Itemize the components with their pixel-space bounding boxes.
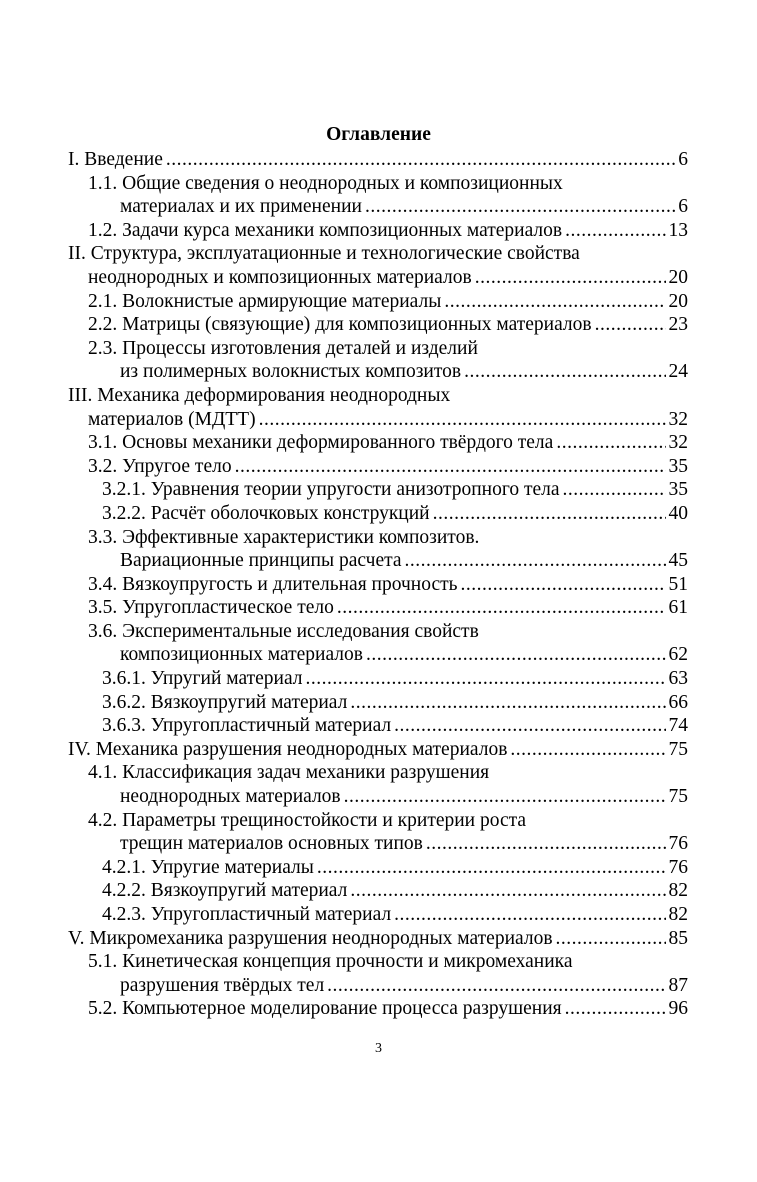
toc-entry-page: 45 — [668, 550, 688, 572]
dot-leader — [365, 195, 675, 219]
toc-entry-page: 51 — [668, 573, 688, 595]
toc-entry-title: 2.3. Процессы изготовления деталей и изделий — [88, 337, 478, 359]
toc-entry[interactable] — [68, 997, 688, 1021]
toc-entry[interactable] — [68, 950, 688, 997]
toc-entry-page: 23 — [668, 314, 688, 336]
toc-entry[interactable] — [68, 879, 688, 903]
toc-entry[interactable] — [68, 290, 688, 314]
toc-entry-title: материалов (МДТТ) — [88, 408, 256, 430]
dot-leader — [350, 879, 665, 903]
toc-entry-title: IV. Механика разрушения неоднородных материалов — [68, 738, 508, 760]
toc-entry-title: 3.3. Эффективные характеристики композитов. — [88, 526, 480, 548]
toc-entry[interactable] — [68, 903, 688, 927]
toc-entry[interactable] — [68, 431, 688, 455]
toc-entry-page: 74 — [668, 715, 688, 737]
toc-entry[interactable] — [68, 502, 688, 526]
toc-entry-title: 4.2. Параметры трещиностойкости и критерии роста — [88, 809, 527, 831]
toc-entry[interactable] — [68, 927, 688, 951]
toc-entry-page: 20 — [668, 290, 688, 312]
dot-leader — [464, 360, 665, 384]
toc-entry[interactable] — [68, 620, 688, 667]
dot-leader — [444, 290, 665, 314]
toc-entry-title: 3.2.2. Расчёт оболочковых конструкций — [102, 502, 430, 524]
toc-entry[interactable] — [68, 337, 688, 384]
toc-entry-page: 82 — [668, 880, 688, 902]
toc-entry-page: 76 — [668, 833, 688, 855]
toc-entry-page: 20 — [668, 266, 688, 288]
dot-leader — [405, 549, 666, 573]
toc-entry-page: 6 — [678, 149, 688, 170]
dot-leader — [563, 478, 666, 502]
toc-entry[interactable] — [68, 384, 688, 431]
toc-entry-title: трещин материалов основных типов — [120, 833, 423, 855]
toc-entry[interactable] — [68, 313, 688, 337]
dot-leader — [366, 643, 666, 667]
toc-entry-page: 63 — [668, 668, 688, 690]
dot-leader — [166, 148, 675, 172]
toc-entry-title: неоднородных и композиционных материалов — [88, 266, 472, 288]
toc-entry-title: 3.6.3. Упругопластичный материал — [102, 715, 392, 737]
toc-entry-title: 1.1. Общие сведения о неоднородных и композиционных — [88, 172, 563, 194]
toc-entry-page: 87 — [668, 974, 688, 996]
toc-entry-title: из полимерных волокнистых композитов — [120, 361, 462, 383]
toc-entry-title: 1.2. Задачи курса механики композиционных материалов — [88, 219, 563, 241]
toc-entry-title: 5.2. Компьютерное моделирование процесса разрушения — [88, 998, 562, 1020]
toc-entry-title: композиционных материалов — [120, 644, 363, 666]
dot-leader — [556, 927, 666, 951]
toc-entry-page: 96 — [668, 998, 688, 1020]
toc-entry-title: 3.1. Основы механики деформированного твёрдого тела — [88, 432, 554, 454]
toc-entry-page: 24 — [668, 361, 688, 383]
toc-entry-page: 6 — [678, 196, 688, 218]
toc-entry[interactable] — [68, 761, 688, 808]
dot-leader — [461, 573, 666, 597]
toc-entry-title: 4.2.3. Упругопластичный материал — [102, 904, 392, 925]
toc-entry-page: 13 — [668, 219, 688, 241]
dot-leader — [556, 431, 665, 455]
toc-entry-page: 85 — [668, 927, 688, 949]
dot-leader — [317, 856, 666, 880]
toc-entry-title: материалах и их применении — [120, 196, 362, 218]
toc-entry[interactable] — [68, 242, 688, 289]
toc-entry[interactable] — [68, 714, 688, 738]
toc-entry-title: 3.6. Экспериментальные исследования свойств — [88, 620, 479, 642]
toc-entry-page: 32 — [668, 432, 688, 454]
toc-entry-page: 76 — [668, 856, 688, 878]
toc-entry[interactable] — [68, 596, 688, 620]
toc-entry[interactable] — [68, 219, 688, 243]
toc-entry-title: III. Механика деформирования неоднородных — [68, 384, 451, 406]
dot-leader — [475, 266, 666, 290]
toc-entry-page: 75 — [668, 786, 688, 808]
toc-entry-title: 3.4. Вязкоупругость и длительная прочность — [88, 573, 458, 595]
toc-entry[interactable] — [68, 526, 688, 573]
toc-entry-page: 61 — [668, 597, 688, 619]
toc-entry[interactable] — [68, 691, 688, 715]
toc-entry-title: 2.2. Матрицы (связующие) для композиционных материалов — [88, 314, 592, 336]
toc-entry-page: 82 — [668, 904, 688, 925]
toc-entry[interactable] — [68, 856, 688, 880]
toc-entry-title: 5.1. Кинетическая концепция прочности и микромеханика — [88, 951, 573, 973]
dot-leader — [510, 738, 665, 762]
toc-entry-title: неоднородных материалов — [120, 786, 341, 808]
toc-entry-page: 66 — [668, 691, 688, 713]
toc-entry-title: 3.6.2. Вязкоупругий материал — [102, 691, 348, 713]
toc-entry-page: 32 — [668, 408, 688, 430]
dot-leader — [565, 997, 666, 1021]
toc-entry-page: 40 — [668, 502, 688, 524]
toc-entry[interactable] — [68, 738, 688, 762]
dot-leader — [259, 408, 666, 432]
toc-entry-title: 4.2.2. Вязкоупругий материал — [102, 880, 348, 902]
toc-entry[interactable] — [68, 455, 688, 479]
toc-entry[interactable] — [68, 148, 688, 172]
toc-entry-title: II. Структура, эксплуатационные и технологические свойства — [68, 243, 580, 265]
dot-leader — [344, 785, 666, 809]
dot-leader — [565, 219, 665, 243]
toc-entry-title: 3.2.1. Уравнения теории упругости анизотропного тела — [102, 479, 560, 501]
dot-leader — [337, 596, 666, 620]
dot-leader — [235, 455, 666, 479]
toc-entry[interactable] — [68, 667, 688, 691]
dot-leader — [327, 974, 665, 998]
dot-leader — [426, 832, 666, 856]
toc-entry-title: V. Микромеханика разрушения неоднородных материалов — [68, 927, 553, 949]
page-number: 3 — [375, 1041, 382, 1056]
toc-entry[interactable] — [68, 172, 688, 219]
toc-entry-page: 35 — [668, 479, 688, 501]
toc-entry[interactable] — [68, 809, 688, 856]
toc-entry-title: 3.6.1. Упругий материал — [102, 668, 303, 690]
toc-entry-title: 4.2.1. Упругие материалы — [102, 856, 314, 878]
toc-entry-title: 4.1. Классификация задач механики разрушения — [88, 762, 490, 784]
toc-entry[interactable] — [68, 573, 688, 597]
toc-entry-title: Вариационные принципы расчета — [120, 550, 402, 572]
toc-entry-page: 75 — [668, 738, 688, 760]
toc-entry-title: I. Введение — [68, 149, 163, 170]
table-of-contents — [68, 148, 688, 1021]
toc-entry-page: 62 — [668, 644, 688, 666]
toc-entry-title: 2.1. Волокнистые армирующие материалы — [88, 290, 442, 312]
toc-entry-page: 35 — [668, 455, 688, 477]
toc-entry-title: разрушения твёрдых тел — [120, 974, 325, 996]
dot-leader — [350, 691, 665, 715]
dot-leader — [306, 667, 666, 691]
toc-title: Оглавление — [326, 124, 431, 145]
dot-leader — [595, 313, 666, 337]
toc-entry-title: 3.2. Упругое тело — [88, 455, 232, 477]
toc-entry[interactable] — [68, 478, 688, 502]
dot-leader — [394, 714, 665, 738]
toc-entry-title: 3.5. Упругопластическое тело — [88, 597, 334, 619]
dot-leader — [394, 903, 665, 927]
dot-leader — [433, 502, 666, 526]
